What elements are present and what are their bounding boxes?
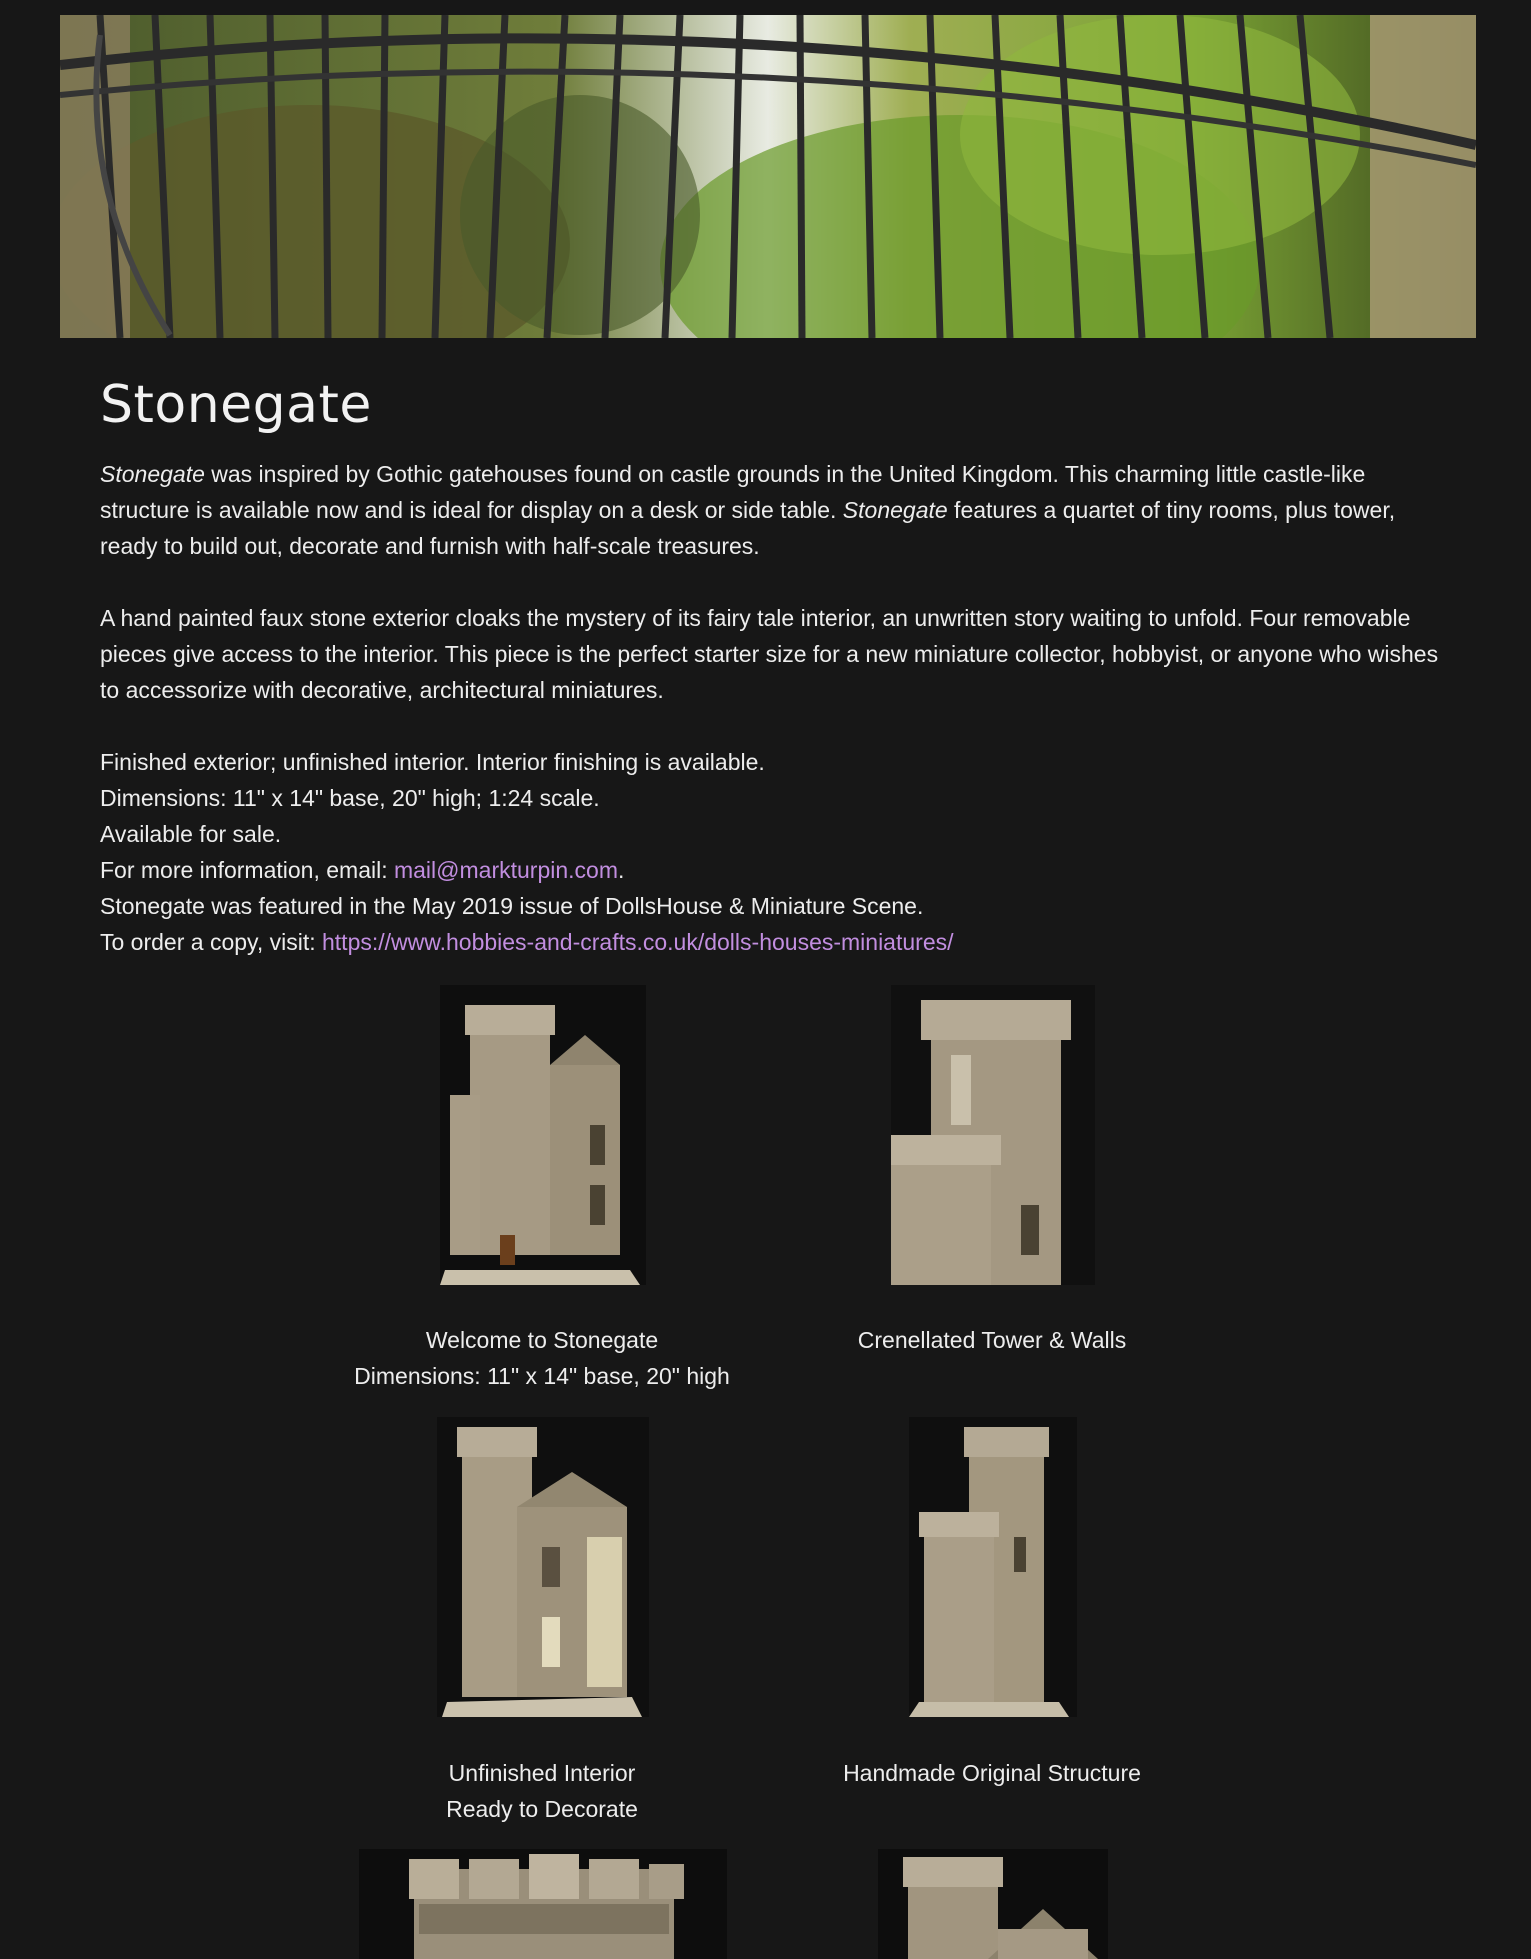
- page-title: Stonegate: [100, 375, 372, 435]
- email-line: [100, 852, 1440, 888]
- original-structure-image: [909, 1417, 1077, 1717]
- caption-interior-subtitle: Ready to Decorate: [446, 1796, 638, 1822]
- email-suffix: .: [618, 857, 625, 883]
- description-paragraph: A hand painted faux stone exterior cloaks the mystery of its fairy tale interior, an unwritten story waiting to unfold. Four removable pieces give access to the interior. This piece is the perfect starter size for a new miniature collector, hobbyist, or anyone who wishes to accessorize with decorative, architectural miniatures.: [100, 605, 1439, 703]
- caption-welcome-dimensions: Dimensions: 11" x 14" base, 20" high: [354, 1363, 730, 1389]
- intro-text-1: was inspired by Gothic gatehouses found on castle grounds in the United Kingdom. This charming little castle-like structure is available now and is ideal for display on a desk or side table.: [100, 461, 1366, 523]
- main-content: [100, 368, 1440, 960]
- gallery-photo-side[interactable]: [878, 1849, 1108, 1959]
- order-line: [100, 924, 1440, 960]
- caption-tower: [742, 1322, 1242, 1358]
- crenellations-image: [359, 1849, 727, 1959]
- caption-tower-title: Crenellated Tower & Walls: [857, 1327, 1127, 1353]
- castle-front-image: [440, 985, 646, 1285]
- featured-line: Stonegate was featured in the May 2019 issue of DollsHouse & Miniature Scene.: [100, 893, 924, 919]
- intro-paragraph: [100, 456, 1440, 564]
- availability-line: Available for sale.: [100, 821, 282, 847]
- intro-text-2: features a quartet of tiny rooms, plus tower, ready to build out, decorate and furnish with half-scale treasures.: [100, 497, 1396, 559]
- intro-name-1: Stonegate: [100, 461, 205, 487]
- intro-name-2: Stonegate: [842, 497, 948, 523]
- gallery-photo-interior[interactable]: [437, 1417, 649, 1717]
- caption-structure: [742, 1755, 1242, 1791]
- dimensions-line: Dimensions: 11" x 14" base, 20" high; 1:24 scale.: [100, 785, 600, 811]
- tower-walls-image: [891, 985, 1095, 1285]
- gallery-photo-tower[interactable]: [891, 985, 1095, 1285]
- caption-structure-title: Handmade Original Structure: [843, 1760, 1141, 1786]
- caption-interior: [292, 1755, 792, 1827]
- caption-welcome: [292, 1322, 792, 1394]
- order-link[interactable]: https://www.hobbies-and-crafts.co.uk/dolls-houses-miniatures/: [322, 929, 954, 955]
- unfinished-interior-image: [437, 1417, 649, 1717]
- email-prefix: For more information, email:: [100, 857, 394, 883]
- email-link[interactable]: mail@markturpin.com: [393, 857, 618, 883]
- gallery-photo-welcome[interactable]: [440, 985, 646, 1285]
- caption-welcome-title: Welcome to Stonegate: [425, 1327, 659, 1353]
- banner-image: [60, 15, 1476, 338]
- gallery-photo-structure[interactable]: [909, 1417, 1077, 1717]
- caption-interior-title: Unfinished Interior: [448, 1760, 636, 1786]
- side-view-image: [878, 1849, 1108, 1959]
- gallery-photo-crenellations[interactable]: [359, 1849, 727, 1959]
- order-prefix: To order a copy, visit:: [100, 929, 322, 955]
- finish-line: Finished exterior; unfinished interior. Interior finishing is available.: [100, 749, 765, 775]
- gate-photo: [60, 15, 1476, 338]
